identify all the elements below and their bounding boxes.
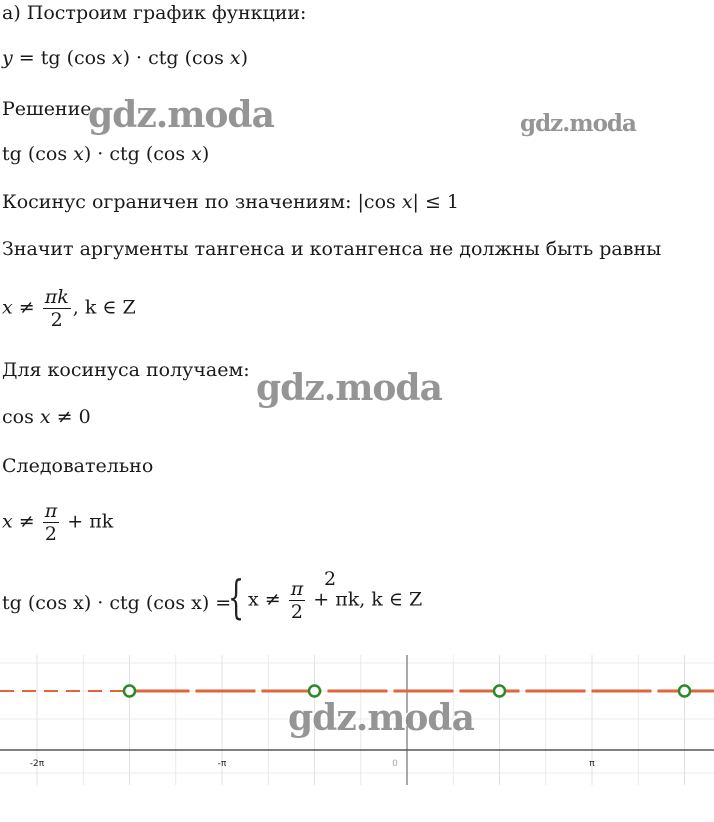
fraction: $\frac{\pi k}{2}$ <box>44 286 69 331</box>
tick-label: π <box>589 759 595 769</box>
excluded-point <box>309 686 320 697</box>
system-condition: x ≠ $\frac{\pi}{2}$ + πk, k ∈ Z <box>248 578 423 623</box>
tick-label: -π <box>217 759 227 769</box>
expression: tg (cos x) · ctg (cos x) <box>2 143 210 165</box>
tick-label: 0 <box>392 759 398 769</box>
task-heading: а) Построим график функции: <box>2 2 307 24</box>
therefore-line: Следовательно <box>2 455 154 477</box>
for-cosine-line: Для косинуса получаем: <box>2 359 250 381</box>
arguments-line: Значит аргументы тангенса и котангенса не должны быть равны <box>2 238 662 260</box>
watermark: gdz.moda <box>288 697 474 739</box>
watermark: gdz.moda <box>520 110 636 137</box>
excluded-point <box>124 686 135 697</box>
tick-labels <box>30 759 595 769</box>
function-definition: y = tg (cos x) · ctg (cos x) <box>2 47 249 69</box>
tick-label: -2π <box>29 759 45 769</box>
cos-not-zero: cos x ≠ 0 <box>2 406 91 428</box>
excluded-point <box>494 686 505 697</box>
watermark: gdz.moda <box>88 94 274 136</box>
left-brace: { <box>228 570 245 624</box>
fraction: $\frac{\pi}{2}$ <box>44 500 58 545</box>
condition-pik-over-2: x ≠ $\frac{\pi k}{2}$ , k ∈ Z <box>2 286 136 331</box>
excluded-point <box>679 686 690 697</box>
cos-bound-line: Косинус ограничен по значениям: |cos x| ≤ 1 <box>2 191 460 213</box>
watermark: gdz.moda <box>256 367 442 409</box>
fraction: $\frac{\pi}{2}$ <box>290 578 304 623</box>
solution-label: Решение <box>2 98 92 120</box>
condition-pi-over-2: x ≠ $\frac{\pi}{2}$ + πk <box>2 500 114 545</box>
